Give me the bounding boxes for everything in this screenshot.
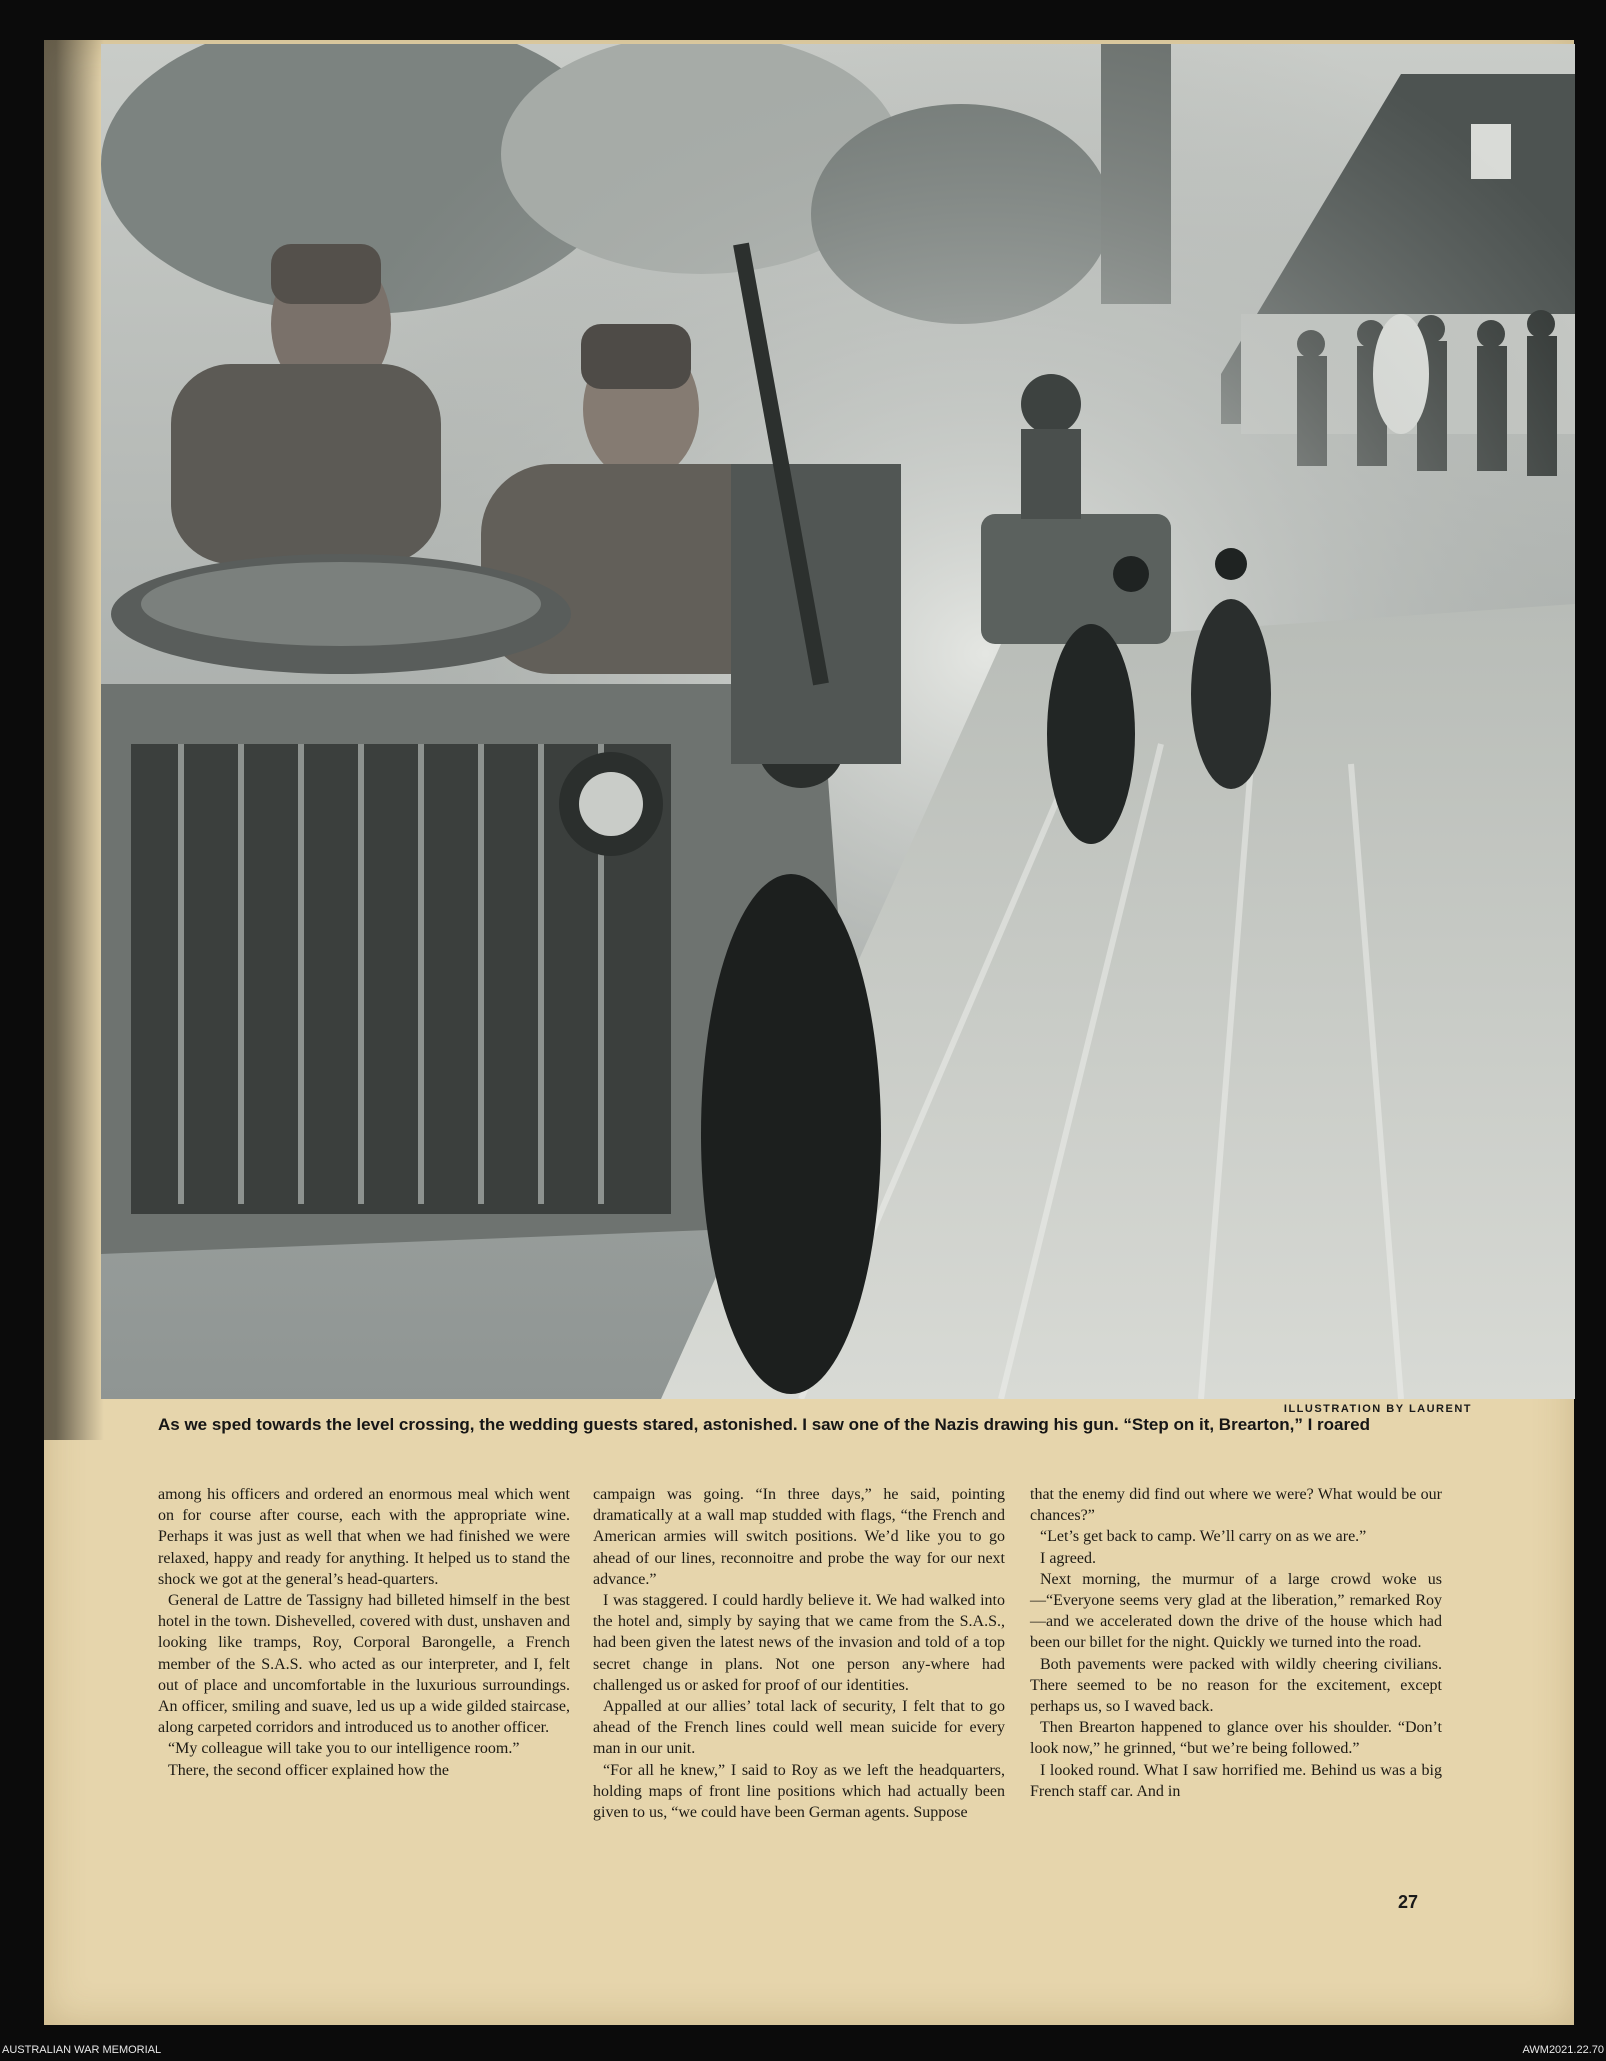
paragraph: “My colleague will take you to our intelligence room.” [168,1740,520,1758]
illustration-caption: As we sped towards the level crossing, the wedding guests stared, astonished. I saw one of the Nazis drawing his gun. “Step on it, Brearton,” I roared [158,1415,1370,1434]
page-number: 27 [1398,1892,1419,1912]
paragraph: I looked round. What I saw horrified me. Behind us was a big French staff car. And in [1030,1761,1442,1800]
archive-reference: AWM2021.22.70 [1522,2044,1604,2056]
article-column-3 [1030,1484,1442,1802]
paragraph: that the enemy did find out where we were? What would be our chances?” [1030,1486,1442,1525]
paragraph: Both pavements were packed with wildly cheering civilians. There seemed to be no reason for the excitement, except perhaps us, so I waved back. [1030,1655,1442,1716]
paragraph: Appalled at our allies’ total lack of security, I felt that to go ahead of the French lines could well mean suicide for every man in our unit. [593,1698,1005,1758]
paragraph: “For all he knew,” I said to Roy as we left the headquarters, holding maps of front line positions which had actually been given to us, “we could have been German agents. Suppose [593,1761,1005,1822]
illustration [101,44,1575,1399]
paragraph: among his officers and ordered an enormous meal which went on for course after course, each with the appropriate wine. Perhaps it was just as well that when we had finished we were relaxed, happy and ready for anything. It helped us to stand the shock we got at the general’s head-quarters. [158,1486,570,1588]
paragraph: I was staggered. I could hardly believe it. We had walked into the hotel and, simply by saying that we came from the S.A.S., had been given the latest news of the invasion and told of a top secret change in plans. Not one person any-where had challenged us or asked for proof of our identities. [593,1592,1005,1694]
article-column-1 [158,1484,570,1781]
paragraph: There, the second officer explained how the [168,1761,449,1779]
paragraph: campaign was going. “In three days,” he said, pointing dramatically at a wall map studded with flags, “the French and American armies will switch positions. We’d like you to go ahead of our lines, reconnoitre and probe the way for our next advance.” [593,1486,1005,1588]
jeep-chase-painting [101,44,1575,1399]
archive-credit: AUSTRALIAN WAR MEMORIAL [2,2044,162,2056]
illustration-credit: ILLUSTRATION BY LAURENT [1283,1403,1472,1415]
paragraph: I agreed. [1040,1549,1096,1567]
torn-edge [44,40,104,1440]
paragraph: General de Lattre de Tassigny had billeted himself in the best hotel in the town. Dishevelled, covered with dust, unshaven and looking like tramps, Roy, Corporal Barongelle, a French member of the S.A.S. who acted as our interpreter, and I, felt out of place and uncomfortable in the luxurious surroundings. An officer, smiling and suave, led us up a wide gilded staircase, along carpeted corridors and introduced us to another officer. [158,1592,570,1737]
article-column-2 [593,1484,1005,1823]
paragraph: “Let’s get back to camp. We’ll carry on as we are.” [1040,1528,1367,1546]
paragraph: Then Brearton happened to glance over his shoulder. “Don’t look now,” he grinned, “but we’re being followed.” [1030,1719,1442,1758]
paragraph: Next morning, the murmur of a large crowd woke us—“Everyone seems very glad at the liberation,” remarked Roy—and we accelerated down the drive of the house which had been our billet for the night. Quickly we turned into the road. [1030,1570,1442,1652]
